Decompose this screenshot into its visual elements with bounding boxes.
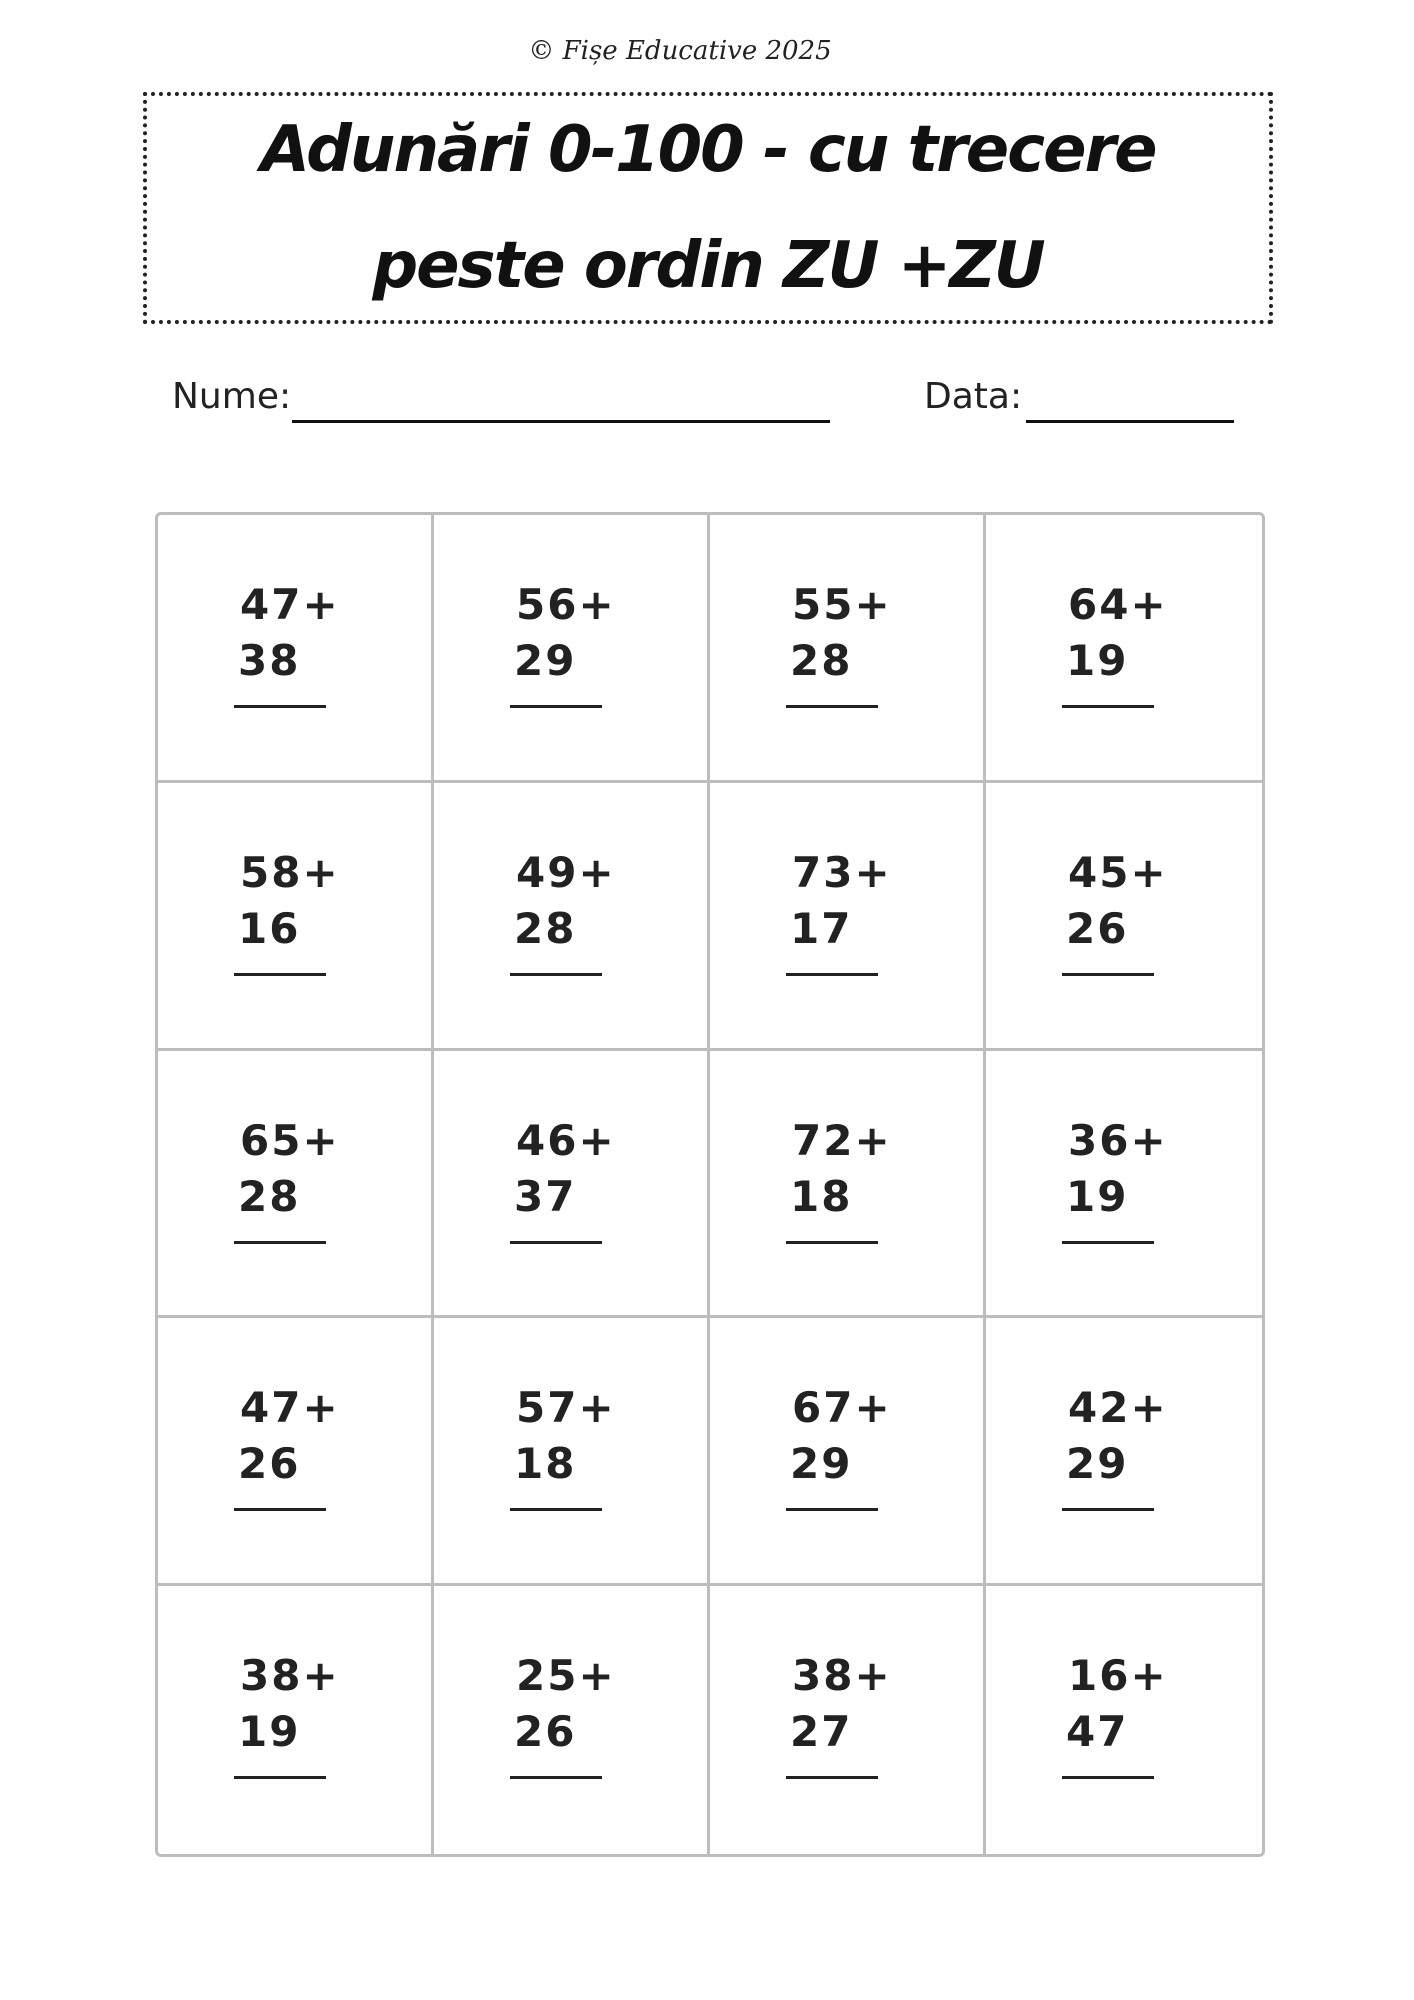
answer-line[interactable] <box>234 1776 326 1779</box>
exercise-cell <box>710 1318 986 1586</box>
first-addend: 73+ <box>792 847 892 897</box>
second-addend: 29 <box>790 1439 853 1489</box>
first-addend: 42+ <box>1068 1383 1168 1433</box>
date-field-line[interactable] <box>1026 420 1234 423</box>
first-addend: 16+ <box>1068 1651 1168 1701</box>
exercise-cell <box>986 515 1262 783</box>
second-addend: 28 <box>238 1171 301 1221</box>
first-addend: 38+ <box>792 1651 892 1701</box>
second-addend: 28 <box>514 903 577 953</box>
addition-problem <box>790 1380 900 1492</box>
addition-problem <box>790 577 900 689</box>
answer-line[interactable] <box>1062 705 1154 708</box>
answer-line[interactable] <box>510 1241 602 1244</box>
exercise-cell <box>158 515 434 783</box>
second-addend: 19 <box>1066 636 1129 685</box>
second-addend: 19 <box>1066 1171 1129 1221</box>
first-addend: 25+ <box>516 1651 616 1701</box>
answer-line[interactable] <box>786 1776 878 1779</box>
answer-line[interactable] <box>1062 1241 1154 1244</box>
addition-problem <box>238 845 348 957</box>
second-addend: 26 <box>238 1439 301 1489</box>
addition-problem <box>514 1648 624 1760</box>
exercise-cell <box>986 1586 1262 1854</box>
exercise-cell <box>434 1586 710 1854</box>
answer-line[interactable] <box>786 1241 878 1244</box>
exercise-cell <box>986 1051 1262 1319</box>
addition-problem <box>790 1113 900 1225</box>
answer-line[interactable] <box>510 705 602 708</box>
exercise-cell <box>710 1051 986 1319</box>
exercise-cell <box>158 1318 434 1586</box>
title-box <box>143 92 1273 324</box>
addition-problem <box>790 845 900 957</box>
second-addend: 29 <box>1066 1439 1129 1489</box>
exercise-cell <box>434 783 710 1051</box>
second-addend: 38 <box>238 636 301 685</box>
first-addend: 67+ <box>792 1383 892 1433</box>
addition-problem <box>1066 845 1176 957</box>
answer-line[interactable] <box>234 1508 326 1511</box>
addition-problem <box>1066 1648 1176 1760</box>
exercise-cell <box>986 1318 1262 1586</box>
exercise-cell <box>434 1318 710 1586</box>
answer-line[interactable] <box>510 1776 602 1779</box>
first-addend: 56+ <box>516 580 616 629</box>
answer-line[interactable] <box>234 973 326 976</box>
exercise-cell <box>158 1051 434 1319</box>
first-addend: 65+ <box>240 1115 340 1165</box>
addition-problem <box>238 1648 348 1760</box>
copyright-text: © Fișe Educative 2025 <box>528 36 832 66</box>
addition-problem <box>238 1113 348 1225</box>
name-label: Nume: <box>172 376 292 417</box>
first-addend: 46+ <box>516 1115 616 1165</box>
addition-problem <box>1066 577 1176 689</box>
exercise-grid <box>155 512 1265 1857</box>
addition-problem <box>514 577 624 689</box>
second-addend: 16 <box>238 903 301 953</box>
first-addend: 72+ <box>792 1115 892 1165</box>
first-addend: 47+ <box>240 580 340 629</box>
second-addend: 18 <box>514 1439 577 1489</box>
answer-line[interactable] <box>234 705 326 708</box>
first-addend: 36+ <box>1068 1115 1168 1165</box>
second-addend: 26 <box>1066 903 1129 953</box>
second-addend: 29 <box>514 636 577 685</box>
first-addend: 57+ <box>516 1383 616 1433</box>
answer-line[interactable] <box>786 1508 878 1511</box>
addition-problem <box>514 1380 624 1492</box>
answer-line[interactable] <box>1062 973 1154 976</box>
second-addend: 26 <box>514 1707 577 1757</box>
name-field-line[interactable] <box>292 420 830 423</box>
date-label: Data: <box>924 376 1023 417</box>
addition-problem <box>514 845 624 957</box>
first-addend: 45+ <box>1068 847 1168 897</box>
addition-problem <box>238 1380 348 1492</box>
second-addend: 28 <box>790 636 853 685</box>
addition-problem <box>514 1113 624 1225</box>
exercise-cell <box>710 783 986 1051</box>
addition-problem <box>1066 1113 1176 1225</box>
exercise-cell <box>434 1051 710 1319</box>
exercise-cell <box>986 783 1262 1051</box>
addition-problem <box>238 577 348 689</box>
page-title: Adunări 0-100 - cu trecere peste ordin ZU +ZU <box>260 113 1156 303</box>
answer-line[interactable] <box>510 973 602 976</box>
first-addend: 55+ <box>792 580 892 629</box>
answer-line[interactable] <box>786 705 878 708</box>
first-addend: 38+ <box>240 1651 340 1701</box>
answer-line[interactable] <box>234 1241 326 1244</box>
answer-line[interactable] <box>510 1508 602 1511</box>
exercise-cell <box>710 515 986 783</box>
second-addend: 19 <box>238 1707 301 1757</box>
second-addend: 37 <box>514 1171 577 1221</box>
exercise-cell <box>158 1586 434 1854</box>
first-addend: 58+ <box>240 847 340 897</box>
first-addend: 47+ <box>240 1383 340 1433</box>
exercise-cell <box>434 515 710 783</box>
exercise-cell <box>710 1586 986 1854</box>
second-addend: 27 <box>790 1707 853 1757</box>
answer-line[interactable] <box>1062 1508 1154 1511</box>
second-addend: 47 <box>1066 1707 1129 1757</box>
first-addend: 64+ <box>1068 580 1168 629</box>
second-addend: 18 <box>790 1171 853 1221</box>
first-addend: 49+ <box>516 847 616 897</box>
answer-line[interactable] <box>786 973 878 976</box>
addition-problem <box>1066 1380 1176 1492</box>
addition-problem <box>790 1648 900 1760</box>
answer-line[interactable] <box>1062 1776 1154 1779</box>
second-addend: 17 <box>790 903 853 953</box>
exercise-cell <box>158 783 434 1051</box>
